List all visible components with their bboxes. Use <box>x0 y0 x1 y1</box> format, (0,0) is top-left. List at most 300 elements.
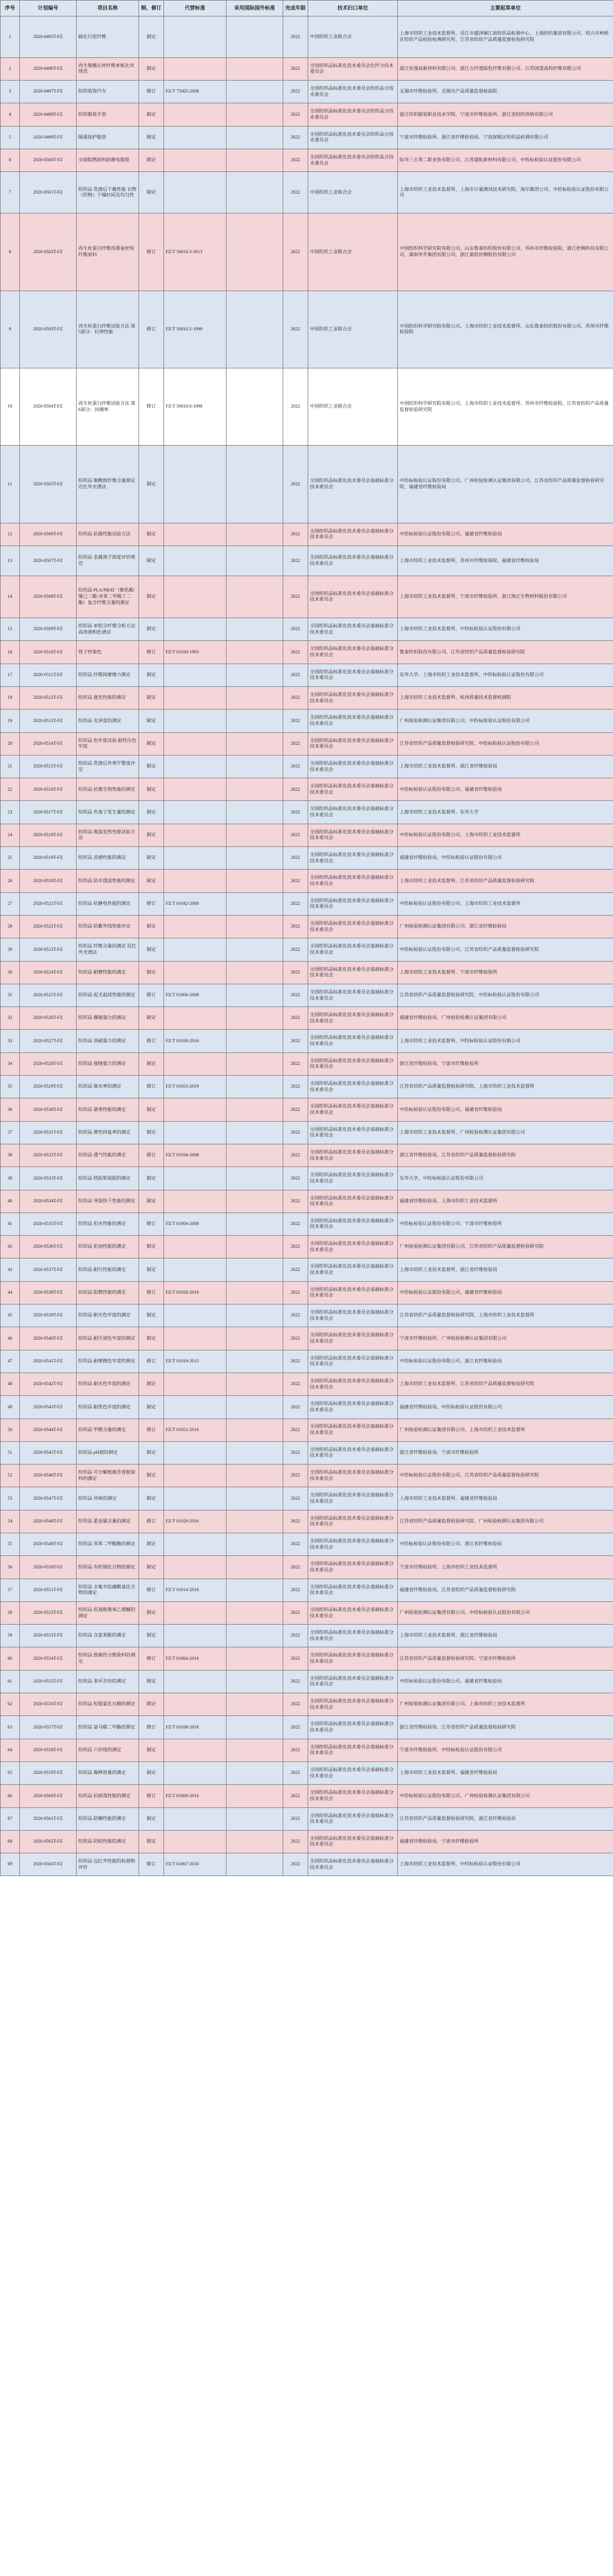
cell-code: 2020-0532T-FZ <box>20 1144 77 1167</box>
cell-tc: 全国纺织品标准化技术委员会基础标准分技术委员会 <box>308 1465 398 1487</box>
cell-drafters: 上海市纺织工业技术监督所、苏州市纤维检验院、福建省纤维检验局 <box>398 546 613 576</box>
cell-replace <box>164 1236 226 1258</box>
cell-tc: 全国纺织品标准化技术委员会基础标准分技术委员会 <box>308 1807 398 1830</box>
cell-year: 2022 <box>283 641 308 664</box>
cell-tc: 全国纺织品标准化技术委员会基础标准分技术委员会 <box>308 778 398 801</box>
cell-year: 2022 <box>283 1213 308 1235</box>
cell-code: 2020-0525T-FZ <box>20 984 77 1006</box>
cell-intl <box>226 1076 283 1098</box>
table-row <box>1 1327 613 1350</box>
cell-replace: FZ/T 50010.5-1998 <box>164 291 226 368</box>
cell-type: 制定 <box>139 1327 164 1350</box>
cell-year: 2022 <box>283 710 308 732</box>
cell-drafters: 江苏省纺织产品质量监督检验研究院、上海市纺织工业技术监督所 <box>398 1076 613 1098</box>
table-row <box>1 1373 613 1395</box>
cell-code: 2020-0552T-FZ <box>20 1601 77 1624</box>
cell-replace <box>164 1052 226 1075</box>
cell-code: 2020-0534T-FZ <box>20 1190 77 1213</box>
cell-year: 2022 <box>283 1190 308 1213</box>
cell-drafters: 无锡市纤维检验所、无锡市产品质量监督检验院 <box>398 81 613 103</box>
cell-drafters: 东华大学、上海市纺织工业技术监督所、中纺标检验认证股份有限公司 <box>398 664 613 686</box>
cell-type: 制定 <box>139 1761 164 1784</box>
cell-type: 制定 <box>139 870 164 892</box>
cell-tc: 全国纺织品标准化技术委员会基础标准分技术委员会 <box>308 1601 398 1624</box>
cell-code: 2020-0549T-FZ <box>20 1533 77 1555</box>
cell-type: 制定 <box>139 618 164 641</box>
cell-drafters: 中纺标检验认证股份有限公司、江苏省纺织产品质量监督检验研究院 <box>398 1465 613 1487</box>
cell-replace <box>164 1670 226 1693</box>
cell-year: 2022 <box>283 81 308 103</box>
cell-no: 31 <box>1 984 20 1006</box>
cell-no: 9 <box>1 291 20 368</box>
cell-code: 2020-0562T-FZ <box>20 1830 77 1853</box>
cell-no: 8 <box>1 213 20 291</box>
cell-name: 纺织品 耐汗渍色牢度的测定 <box>77 1327 139 1350</box>
cell-replace <box>164 664 226 686</box>
cell-year: 2022 <box>283 368 308 445</box>
cell-code: 2020-0503T-FZ <box>20 291 77 368</box>
cell-drafters: 广州检验检测认证集团有限公司、上海市纺织工业技术监督所 <box>398 1419 613 1441</box>
cell-intl <box>226 1373 283 1395</box>
cell-replace: FZ/T 01014-2016 <box>164 1579 226 1601</box>
cell-name: 纺织品 拒油性能的测定 <box>77 1236 139 1258</box>
cell-year: 2022 <box>283 213 308 291</box>
table-row <box>1 1625 613 1647</box>
cell-drafters: 上海市纺织工业技术监督所、浙江省纤维检验局 <box>398 1258 613 1281</box>
cell-drafters: 宁波市纤维检验所、浙江省纤维检验局、宁波保税区纺织品检测有限公司 <box>398 126 613 149</box>
cell-drafters: 上海市纺织工业技术监督所、江苏省纺织产品质量监督检验研究院 <box>398 1373 613 1395</box>
cell-tc: 全国纺织品标准化技术委员会基础标准分技术委员会 <box>308 1030 398 1052</box>
cell-no: 30 <box>1 961 20 984</box>
cell-intl <box>226 1327 283 1350</box>
cell-type: 制定 <box>139 1830 164 1853</box>
cell-code: 2020-0546T-FZ <box>20 1465 77 1487</box>
cell-name: 纺织品 纤维间摩擦力测定 <box>77 664 139 686</box>
table-row <box>1 1441 613 1464</box>
cell-drafters: 宁波市纤维检验所、中纺标检验认证股份有限公司 <box>398 1739 613 1761</box>
cell-tc: 全国纺织品标准化技术委员会基础标准分技术委员会 <box>308 1761 398 1784</box>
cell-drafters: 广州检验检测认证集团有限公司、中纺标检验认证股份有限公司 <box>398 710 613 732</box>
cell-drafters: 中纺标检验认证股份有限公司、福建省纤维检验局 <box>398 1098 613 1121</box>
cell-year: 2022 <box>283 1830 308 1853</box>
header-row <box>1 1 613 16</box>
cell-drafters: 浙江恒逸高新材料有限公司、浙江古纤道绿色纤维有限公司、江苏国望高科纤维有限公司 <box>398 57 613 80</box>
table-row <box>1 824 613 846</box>
cell-no: 26 <box>1 870 20 892</box>
table-row <box>1 984 613 1006</box>
cell-code: 2020-0563T-FZ <box>20 1853 77 1876</box>
cell-replace <box>164 1327 226 1350</box>
cell-drafters: 中纺标检验认证股份有限公司、广州检验检测认证集团有限公司、江苏省纺织产品质量监督检验研究院、福建省纤维检验局 <box>398 446 613 523</box>
cell-drafters: 福建省纤维检验局、中纺标检验认证股份有限公司 <box>398 847 613 870</box>
table-row <box>1 1533 613 1555</box>
cell-drafters: 浙江省纤维检验局、江苏省纺织产品质量监督检验研究院 <box>398 1716 613 1739</box>
cell-year: 2022 <box>283 1601 308 1624</box>
cell-type: 制定 <box>139 710 164 732</box>
cell-replace <box>164 847 226 870</box>
cell-replace <box>164 576 226 618</box>
cell-name: 纺织品 透气性能的测定 <box>77 1144 139 1167</box>
cell-no: 47 <box>1 1350 20 1373</box>
cell-name: 硫化污泥纤维 <box>77 16 139 58</box>
table-row <box>1 1007 613 1030</box>
cell-name: 再生丝蛋白纤维试验方法 第6部分：回潮率 <box>77 368 139 445</box>
cell-name: 纺织品 导湿快干性能的测定 <box>77 1190 139 1213</box>
header-no: 序号 <box>1 1 20 16</box>
cell-intl <box>226 103 283 126</box>
cell-intl <box>226 57 283 80</box>
cell-tc: 全国纺织品标准化技术委员会基础标准分技术委员会 <box>308 641 398 664</box>
cell-drafters: 中纺标检验认证股份有限公司、江苏省纺织产品质量监督检验研究院 <box>398 938 613 961</box>
cell-year: 2022 <box>283 103 308 126</box>
cell-type: 修订 <box>139 1785 164 1807</box>
table-row <box>1 1213 613 1235</box>
cell-replace <box>164 801 226 824</box>
cell-no: 2 <box>1 57 20 80</box>
cell-no: 29 <box>1 938 20 961</box>
cell-intl <box>226 892 283 915</box>
table-row <box>1 149 613 172</box>
cell-name: 纺织品 防螨性能的测定 <box>77 1807 139 1830</box>
table-row <box>1 870 613 892</box>
cell-name: 纺织品 烷基酚聚氧乙烯醚的测定 <box>77 1601 139 1624</box>
cell-tc: 全国纺织品标准化技术委员会基础标准分技术委员会 <box>308 1556 398 1579</box>
cell-drafters: 中纺标检验认证股份有限公司、福建省纤维检验局 <box>398 778 613 801</box>
cell-drafters: 浙江省纤维检验局、宁波市纤维检验所 <box>398 1052 613 1075</box>
cell-code: 2020-0538T-FZ <box>20 1281 77 1304</box>
cell-name: 纺织品 防紫外线性能评定 <box>77 915 139 938</box>
cell-name: 纺织品 重金属含量的测定 <box>77 1510 139 1533</box>
cell-type: 修订 <box>139 1076 164 1098</box>
cell-type: 制定 <box>139 801 164 824</box>
cell-year: 2022 <box>283 1373 308 1395</box>
cell-replace: FZ/T 01006-2008 <box>164 984 226 1006</box>
cell-replace <box>164 523 226 546</box>
cell-no: 33 <box>1 1030 20 1052</box>
cell-tc: 全国纺织品标准化技术委员会基础标准分技术委员会 <box>308 755 398 778</box>
cell-intl <box>226 1785 283 1807</box>
cell-type: 制定 <box>139 1304 164 1327</box>
cell-drafters: 宁波市纤维检验所、广州检验检测认证集团有限公司 <box>398 1327 613 1350</box>
cell-code: 2020-0555T-FZ <box>20 1670 77 1693</box>
cell-code: 2020-0540T-FZ <box>20 1327 77 1350</box>
cell-name: 纺织品 镍释放量的测定 <box>77 1761 139 1784</box>
cell-no: 3 <box>1 81 20 103</box>
cell-no: 46 <box>1 1327 20 1350</box>
cell-year: 2022 <box>283 870 308 892</box>
cell-no: 58 <box>1 1601 20 1624</box>
cell-type: 制定 <box>139 1625 164 1647</box>
cell-intl <box>226 546 283 576</box>
cell-year: 2022 <box>283 1350 308 1373</box>
cell-year: 2022 <box>283 1556 308 1579</box>
cell-replace: FZ/T 01004-2008 <box>164 1213 226 1235</box>
header-type: 制、修订 <box>139 1 164 16</box>
cell-replace <box>164 870 226 892</box>
cell-intl <box>226 1647 283 1670</box>
cell-drafters: 上海市纺织工业技术监督所、吴江市盛泽镇江南纺织品检测中心、上海纺织集团有限公司、绍兴市柯桥区纺织产品检验检测研究所、江苏省纺织产品质量监督检验研究院 <box>398 16 613 58</box>
cell-no: 23 <box>1 801 20 824</box>
cell-tc: 全国纺织品标准化技术委员会基础标准分技术委员会 <box>308 1052 398 1075</box>
cell-name: 再生丝蛋白纤维试验方法 第5部分：拉伸性能 <box>77 291 139 368</box>
cell-year: 2022 <box>283 938 308 961</box>
cell-type: 修订 <box>139 1281 164 1304</box>
cell-drafters: 中纺标检验认证股份有限公司、上海市纺织工业技术监督所 <box>398 892 613 915</box>
cell-drafters: 江苏省纺织产品质量监督检验研究院、中纺标检验认证股份有限公司 <box>398 984 613 1006</box>
cell-tc: 全国纺织品标准化技术委员会基础标准分技术委员会 <box>308 1076 398 1098</box>
cell-replace <box>164 1830 226 1853</box>
cell-code: 2020-0514T-FZ <box>20 732 77 755</box>
cell-year: 2022 <box>283 1236 308 1258</box>
cell-intl <box>226 172 283 213</box>
header-year: 完成年限 <box>283 1 308 16</box>
cell-name: 纺织品 六价铬的测定 <box>77 1739 139 1761</box>
cell-type: 制定 <box>139 1190 164 1213</box>
cell-drafters: 中国纺织科学研究院有限公司、上海市纺织工业技术监督所、山东鲁泰纺织股份有限公司、苏州市纤维检验院 <box>398 291 613 368</box>
cell-type: 制定 <box>139 664 164 686</box>
cell-name: 纺织品 弹性回复率的测定 <box>77 1121 139 1144</box>
table-row <box>1 1419 613 1441</box>
cell-intl <box>226 1807 283 1830</box>
cell-type: 制定 <box>139 576 164 618</box>
cell-name: 纺织品 遮光性能的测定 <box>77 687 139 710</box>
cell-intl <box>226 291 283 368</box>
cell-no: 53 <box>1 1487 20 1510</box>
cell-no: 40 <box>1 1190 20 1213</box>
cell-type: 制定 <box>139 915 164 938</box>
cell-intl <box>226 1281 283 1304</box>
cell-no: 68 <box>1 1830 20 1853</box>
table-row <box>1 664 613 686</box>
cell-name: 全面阻燃面料防静电服装 <box>77 149 139 172</box>
cell-type: 制定 <box>139 16 164 58</box>
cell-tc: 全国纺织品标准化技术委员会基础标准分技术委员会 <box>308 1190 398 1213</box>
cell-tc: 全国纺织品标准化技术委员会基础标准分技术委员会 <box>308 870 398 892</box>
cell-type: 制定 <box>139 1556 164 1579</box>
cell-no: 54 <box>1 1510 20 1533</box>
cell-year: 2022 <box>283 1465 308 1487</box>
cell-name: 纺织品 防水透湿性能的测定 <box>77 870 139 892</box>
cell-no: 52 <box>1 1465 20 1487</box>
cell-drafters: 上海市纺织工业技术监督所、上海市计量测试技术研究院、海尔集团公司、中纺标检验认证股份有限公司 <box>398 172 613 213</box>
cell-no: 50 <box>1 1419 20 1441</box>
cell-name: 纺织品 撕破强力的测定 <box>77 1007 139 1030</box>
cell-intl <box>226 1419 283 1441</box>
cell-tc: 全国纺织品标准化技术委员会基础标准分技术委员会 <box>308 1121 398 1144</box>
cell-no: 5 <box>1 126 20 149</box>
cell-drafters: 宁波市纤维检验所、上海市纺织工业技术监督所 <box>398 1556 613 1579</box>
cell-year: 2022 <box>283 778 308 801</box>
cell-tc: 全国纺织品标准化技术委员会基础标准分技术委员会 <box>308 1670 398 1693</box>
cell-drafters: 上海市纺织工业技术监督所、江苏省纺织产品质量监督检验研究院 <box>398 870 613 892</box>
cell-intl <box>226 576 283 618</box>
cell-code: 2020-0496T-FZ <box>20 57 77 80</box>
cell-no: 56 <box>1 1556 20 1579</box>
cell-intl <box>226 1487 283 1510</box>
cell-type: 制定 <box>139 1487 164 1510</box>
cell-year: 2022 <box>283 1052 308 1075</box>
cell-intl <box>226 1556 283 1579</box>
cell-no: 45 <box>1 1304 20 1327</box>
cell-type: 制定 <box>139 172 164 213</box>
cell-year: 2022 <box>283 291 308 368</box>
cell-type: 修订 <box>139 1647 164 1670</box>
cell-tc: 全国纺织品标准化技术委员会基础标准分技术委员会 <box>308 801 398 824</box>
cell-type: 修订 <box>139 1030 164 1052</box>
cell-replace <box>164 1396 226 1419</box>
cell-tc: 全国纺织品标准化技术委员会基础标准分技术委员会 <box>308 847 398 870</box>
table-row <box>1 1350 613 1373</box>
cell-code: 2020-0541T-FZ <box>20 1350 77 1373</box>
cell-replace <box>164 1693 226 1716</box>
table-row <box>1 291 613 368</box>
table-row <box>1 546 613 576</box>
cell-replace <box>164 1601 226 1624</box>
cell-drafters: 福建省纤维检验局、中纺标检验认证股份有限公司 <box>398 1396 613 1419</box>
cell-tc: 全国纺织品标准化技术委员会基础标准分技术委员会 <box>308 1716 398 1739</box>
cell-tc: 全国纺织品标准化技术委员会基础标准分技术委员会 <box>308 687 398 710</box>
cell-tc: 全国纺织品标准化技术委员会基础标准分技术委员会 <box>308 1236 398 1258</box>
cell-code: 2020-0504T-FZ <box>20 368 77 445</box>
cell-name: 纺织服装手套 <box>77 103 139 126</box>
cell-tc: 全国纺织品标准化技术委员会基础标准分技术委员会 <box>308 1853 398 1876</box>
cell-drafters: 江苏省纺织产品质量监督检验研究院、宁波市纤维检验所 <box>398 1647 613 1670</box>
cell-name: 纺织品 多环芳烃的测定 <box>77 1670 139 1693</box>
cell-code: 2020-0536T-FZ <box>20 1236 77 1258</box>
cell-name: 纺织品 致敏性分散染料的测定 <box>77 1647 139 1670</box>
cell-intl <box>226 16 283 58</box>
cell-name: 纺织品 金属离子浓度评价规范 <box>77 546 139 576</box>
table-row <box>1 1739 613 1761</box>
cell-code: 2020-0557T-FZ <box>20 1716 77 1739</box>
cell-name: 纺织品 悬垂性能的测定 <box>77 1098 139 1121</box>
table-row <box>1 1670 613 1693</box>
cell-year: 2022 <box>283 1693 308 1716</box>
cell-replace <box>164 1121 226 1144</box>
cell-name: 纺织品 缩水率的测定 <box>77 1076 139 1098</box>
cell-tc: 全国纺织品标准化技术委员会基础标准分技术委员会 <box>308 1533 398 1555</box>
cell-tc: 全国纺织品标准化技术委员会基础标准分技术委员会 <box>308 1510 398 1533</box>
cell-type: 制定 <box>139 687 164 710</box>
table-row <box>1 57 613 80</box>
cell-replace: FZ/T 01030-2016 <box>164 1030 226 1052</box>
cell-type: 制定 <box>139 1373 164 1395</box>
cell-code: 2020-0500T-FZ <box>20 149 77 172</box>
cell-type: 制定 <box>139 824 164 846</box>
table-row <box>1 1098 613 1121</box>
table-row <box>1 1761 613 1784</box>
cell-no: 61 <box>1 1670 20 1693</box>
cell-replace <box>164 1373 226 1395</box>
table-row <box>1 1076 613 1098</box>
cell-no: 24 <box>1 824 20 846</box>
cell-no: 16 <box>1 641 20 664</box>
table-row <box>1 1830 613 1853</box>
cell-replace <box>164 961 226 984</box>
cell-replace <box>164 103 226 126</box>
cell-code: 2020-0526T-FZ <box>20 1007 77 1030</box>
cell-drafters: 福建省纤维检验局、广州检验检测认证集团有限公司 <box>398 1007 613 1030</box>
cell-replace <box>164 546 226 576</box>
cell-name: 纺织品 耐污性能的测定 <box>77 1258 139 1281</box>
cell-intl <box>226 824 283 846</box>
cell-intl <box>226 1670 283 1693</box>
cell-code: 2020-0530T-FZ <box>20 1098 77 1121</box>
cell-code: 2020-0495T-FZ <box>20 16 77 58</box>
cell-tc: 全国纺织品标准化技术委员会基础标准分技术委员会 <box>308 824 398 846</box>
cell-drafters: 上海市纺织工业技术监督所、福建省纤维检验局 <box>398 1761 613 1784</box>
cell-drafters: 浙江省纤维检验局、宁波市纤维检验所 <box>398 1441 613 1464</box>
cell-tc: 全国纺织品标准化技术委员会基础标准分技术委员会 <box>308 1487 398 1510</box>
cell-code: 2020-0545T-FZ <box>20 1441 77 1464</box>
cell-intl <box>226 149 283 172</box>
cell-type: 修订 <box>139 892 164 915</box>
cell-name: 纺织品 拒水性能的测定 <box>77 1213 139 1235</box>
cell-tc: 全国纺织品标准化技术委员会纺织品分技术委员会 <box>308 103 398 126</box>
cell-name: 纺织品 洗涤后外观平整度评定 <box>77 755 139 778</box>
cell-drafters: 广州检验检测认证集团有限公司、江苏省纺织产品质量监督检验研究院 <box>398 1236 613 1258</box>
cell-intl <box>226 618 283 641</box>
cell-type: 制定 <box>139 546 164 576</box>
cell-name: 纺织品 凉感性能的测定 <box>77 847 139 870</box>
cell-no: 59 <box>1 1625 20 1647</box>
cell-type: 修订 <box>139 368 164 445</box>
cell-year: 2022 <box>283 1647 308 1670</box>
cell-intl <box>226 446 283 523</box>
cell-no: 14 <box>1 576 20 618</box>
cell-intl <box>226 1121 283 1144</box>
cell-name: 纺织品 富马酸二甲酯的测定 <box>77 1716 139 1739</box>
cell-name: 纺织品 接缝强力的测定 <box>77 1052 139 1075</box>
cell-intl <box>226 1625 283 1647</box>
cell-type: 修订 <box>139 1510 164 1533</box>
cell-replace: FZ/T 01019-2015 <box>164 1350 226 1373</box>
cell-drafters: 上海市纺织工业技术监督所、浙江省纤维检验局 <box>398 1625 613 1647</box>
table-row <box>1 1167 613 1190</box>
cell-no: 65 <box>1 1761 20 1784</box>
table-row <box>1 172 613 213</box>
table-row <box>1 892 613 915</box>
header-drafters: 主要起草单位 <box>398 1 613 16</box>
cell-no: 35 <box>1 1076 20 1098</box>
table-row <box>1 1144 613 1167</box>
cell-drafters: 上海市纺织工业技术监督所、广州检验检测认证集团有限公司 <box>398 1121 613 1144</box>
cell-type: 制定 <box>139 847 164 870</box>
table-row <box>1 1190 613 1213</box>
cell-name: 纺织品 耐摩擦色牢度的测定 <box>77 1350 139 1373</box>
table-row <box>1 1647 613 1670</box>
cell-replace: FZ/T 50010.3-2013 <box>164 213 226 291</box>
cell-code: 2020-0542T-FZ <box>20 1373 77 1395</box>
cell-tc: 全国纺织品标准化技术委员会基础标准分技术委员会 <box>308 732 398 755</box>
cell-replace <box>164 1556 226 1579</box>
cell-drafters: 中纺标检验认证股份有限公司、上海市纺织工业技术监督所 <box>398 824 613 846</box>
cell-code: 2020-0507T-FZ <box>20 546 77 576</box>
cell-type: 制定 <box>139 1693 164 1716</box>
cell-name: 纺织品 耐磨性能的测定 <box>77 961 139 984</box>
cell-type: 制定 <box>139 778 164 801</box>
cell-type: 制定 <box>139 1739 164 1761</box>
cell-type: 制定 <box>139 1052 164 1075</box>
table-row <box>1 1487 613 1510</box>
cell-no: 43 <box>1 1258 20 1281</box>
cell-tc: 全国纺织品标准化技术委员会基础标准分技术委员会 <box>308 1625 398 1647</box>
cell-year: 2022 <box>283 1007 308 1030</box>
cell-drafters: 上海市纺织工业技术监督所、中纺标检验认证股份有限公司 <box>398 1853 613 1876</box>
cell-intl <box>226 1739 283 1761</box>
cell-year: 2022 <box>283 1807 308 1830</box>
table-row <box>1 1853 613 1876</box>
